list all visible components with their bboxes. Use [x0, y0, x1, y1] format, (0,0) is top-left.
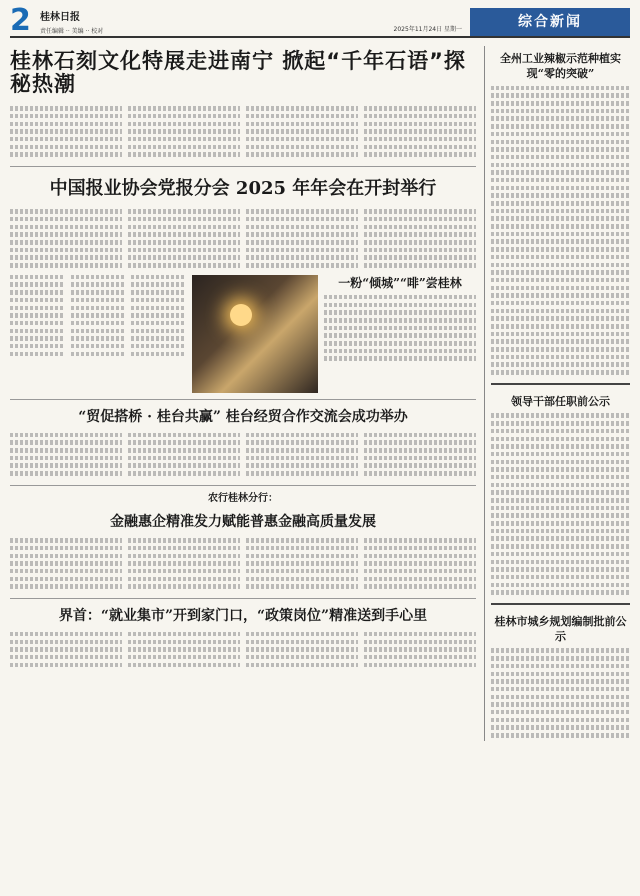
- main-column: [10, 46, 476, 741]
- page-number: 2: [10, 3, 31, 38]
- photo-caption-title: 一粉“倾城”“啡”尝桂林: [338, 275, 462, 290]
- sidebar-planning: [491, 603, 630, 738]
- third-article-body: [10, 433, 476, 479]
- issue-date: 2025年11月24日 星期一: [393, 25, 462, 33]
- section-tab: 综合新闻: [470, 8, 630, 36]
- staff-line: 责任编辑 ·· 美编 ·· 校对: [40, 27, 104, 35]
- planning-headline: 桂林市城乡规划编制批前公示: [494, 614, 627, 643]
- third-headline: “贸促搭桥 · 桂台共赢” 桂台经贸合作交流会成功举办: [78, 408, 408, 425]
- second-article-body: [10, 209, 476, 271]
- masthead-meta: [36, 11, 394, 36]
- sidebar-top-body: [491, 86, 630, 375]
- feature-body: [10, 275, 186, 393]
- fifth-headline: 界首：“就业集市”开到家门口，“政策岗位”精准送到手心里: [58, 608, 428, 625]
- fourth-kicker: 农行桂林分行：: [208, 492, 278, 504]
- second-headline: 中国报业协会党报分会 2025 年年会在开封举行: [49, 178, 437, 199]
- sidebar-notice: [491, 383, 630, 595]
- fourth-article-body: [10, 538, 476, 592]
- notice-headline: 领导干部任职前公示: [511, 394, 610, 408]
- lead-article-body: [10, 106, 476, 160]
- page-layout: [10, 46, 630, 741]
- masthead: [10, 3, 630, 38]
- sidebar-top-headline: 全州工业辣椒示范种植实现“零的突破”: [500, 52, 621, 80]
- lead-headline: 桂林石刻文化特展走进南宁 掀起“千年石语”探秘热潮: [10, 49, 466, 97]
- paper-name: 桂林日报: [40, 12, 80, 24]
- fifth-article-body: [10, 632, 476, 670]
- sidebar: [484, 46, 630, 741]
- feature-row: [10, 275, 476, 393]
- fourth-headline: 金融惠企精准发力赋能普惠金融高质量发展: [110, 514, 376, 531]
- photo-caption-box: [324, 275, 476, 393]
- feature-photo: [192, 275, 318, 393]
